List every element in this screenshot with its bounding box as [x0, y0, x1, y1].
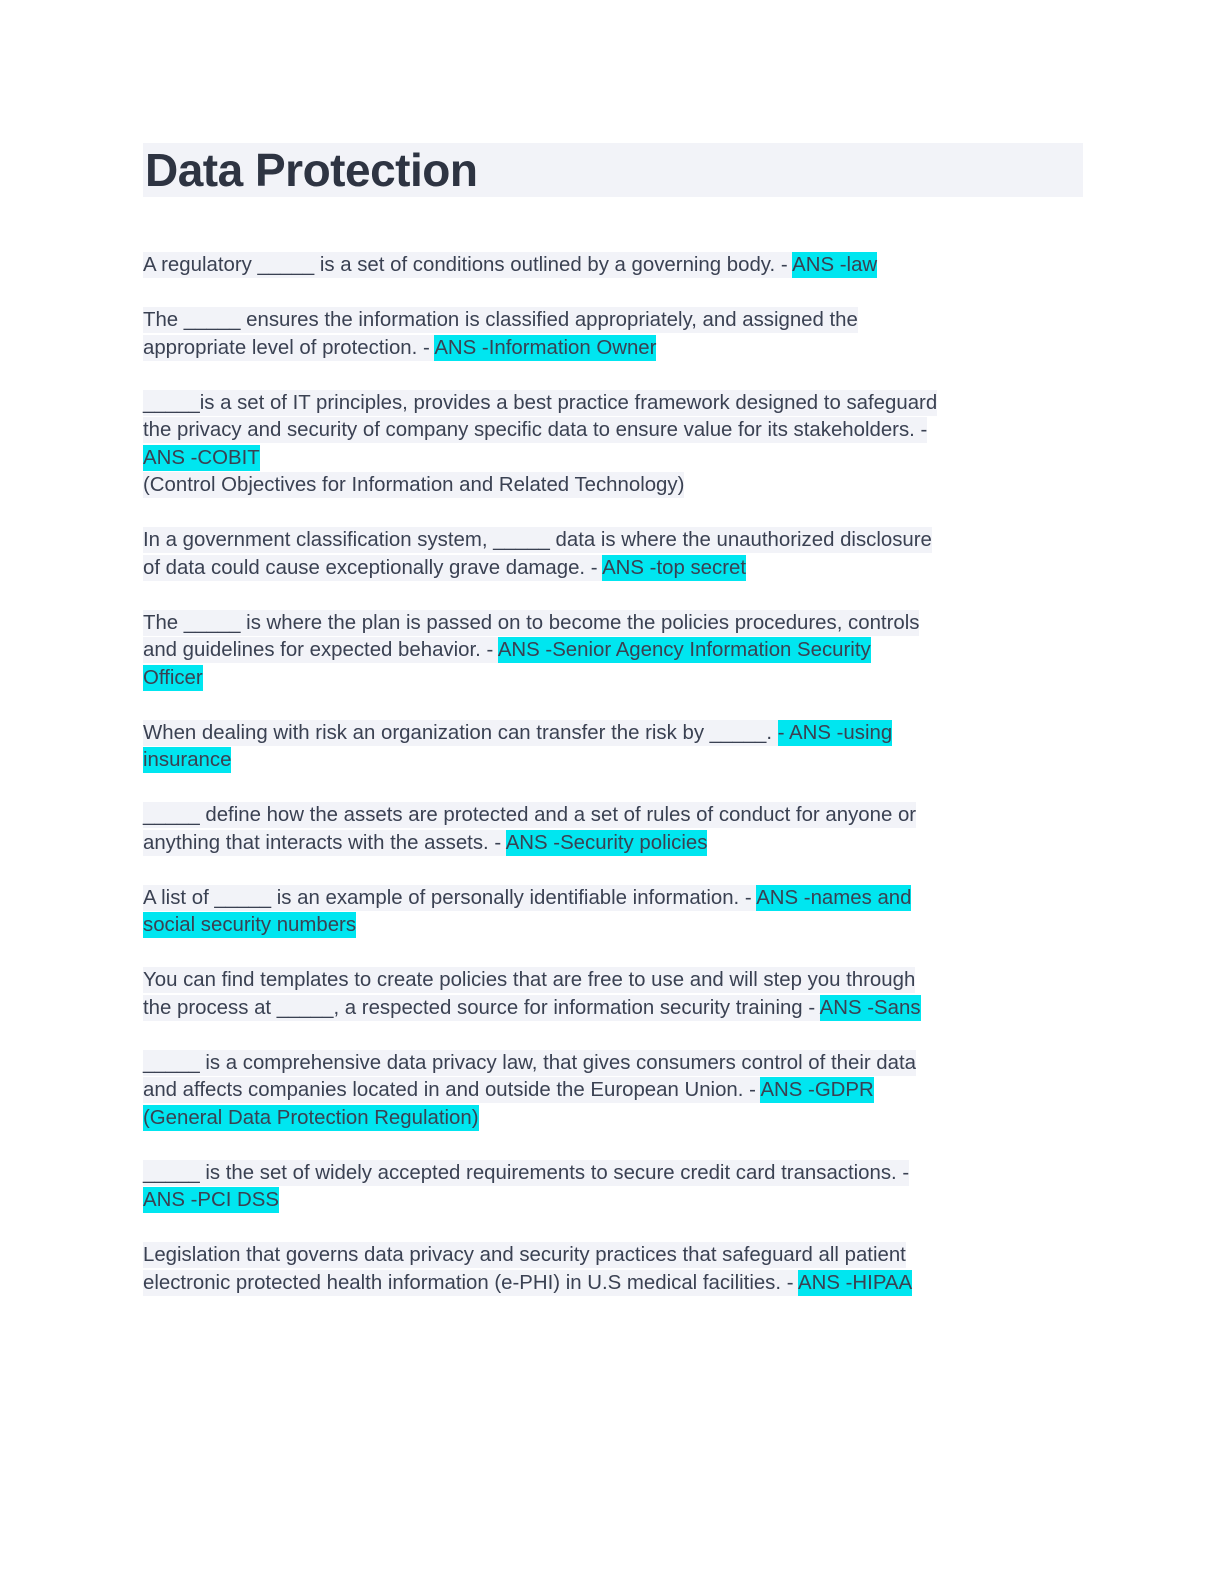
question-text: _____ is the set of widely accepted requirements to secure credit card transactions. -: [143, 1161, 910, 1184]
answer-highlight: ANS -Senior Agency Information Security: [497, 639, 871, 661]
question-text: The _____ is where the plan is passed on to become the policies procedures, controls: [143, 611, 920, 634]
document-page: [143, 143, 1083, 1325]
question-text: the privacy and security of company specific data to ensure value for its stakeholders. -: [143, 419, 928, 441]
text-line: [143, 445, 1083, 473]
question-text: the process at _____, a respected source for information security training -: [143, 996, 820, 1019]
text-line: [143, 637, 1083, 665]
text-line: [143, 610, 1083, 638]
question-text: electronic protected health information (e-PHI) in U.S medical facilities. -: [143, 1271, 799, 1294]
text-line: [143, 472, 1083, 500]
text-line: [143, 527, 1083, 555]
qa-item: [143, 527, 1083, 582]
question-text: In a government classification system, _____ data is where the unauthorized disclosure: [143, 529, 932, 551]
qa-item: [143, 307, 1083, 362]
text-line: [143, 802, 1083, 830]
qa-item: [143, 1242, 1083, 1297]
text-line: [143, 885, 1083, 913]
answer-highlight: ANS -names and: [756, 886, 912, 909]
qa-item: [143, 610, 1083, 693]
text-line: [143, 307, 1083, 335]
answer-highlight: ANS -COBIT: [143, 446, 260, 469]
answer-highlight: ANS -top secret: [602, 556, 746, 579]
question-text: A regulatory _____ is a set of conditions outlined by a governing body. -: [143, 254, 793, 276]
question-text: anything that interacts with the assets. -: [143, 831, 506, 854]
question-text: When dealing with risk an organization can transfer the risk by _____.: [143, 721, 778, 744]
question-text: of data could cause exceptionally grave damage. -: [143, 556, 603, 579]
text-line: [143, 967, 1083, 995]
text-line: [143, 1050, 1083, 1078]
answer-highlight: ANS -law: [792, 254, 878, 276]
text-line: [143, 912, 1083, 940]
answer-highlight: - ANS -using: [777, 721, 893, 744]
question-text: (Control Objectives for Information and Related Technology): [143, 474, 685, 496]
text-line: [143, 390, 1083, 418]
text-line: [143, 1105, 1083, 1133]
answer-highlight: insurance: [143, 749, 232, 771]
question-text: and affects companies located in and outside the European Union. -: [143, 1079, 761, 1101]
text-line: [143, 747, 1083, 775]
text-line: [143, 665, 1083, 693]
qa-item: [143, 1050, 1083, 1133]
question-text: appropriate level of protection. -: [143, 336, 435, 359]
question-text: _____is a set of IT principles, provides a best practice framework designed to safeguard: [143, 391, 938, 414]
qa-item: [143, 1160, 1083, 1215]
question-text: _____ is a comprehensive data privacy law, that gives consumers control of their data: [143, 1051, 916, 1074]
text-line: [143, 830, 1083, 858]
title-block: [143, 143, 1083, 197]
question-text: The _____ ensures the information is classified appropriately, and assigned the: [143, 309, 858, 331]
text-line: [143, 335, 1083, 363]
answer-highlight: ANS -Information Owner: [434, 336, 657, 359]
answer-highlight: (General Data Protection Regulation): [143, 1106, 479, 1129]
question-text: _____ define how the assets are protected and a set of rules of conduct for anyone or: [143, 804, 917, 826]
answer-highlight: ANS -Sans: [819, 996, 921, 1019]
text-line: [143, 417, 1083, 445]
question-text: Legislation that governs data privacy and security practices that safeguard all patient: [143, 1244, 906, 1266]
answer-highlight: ANS -PCI DSS: [143, 1189, 279, 1211]
text-line: [143, 995, 1083, 1023]
qa-item: [143, 802, 1083, 857]
text-line: [143, 1077, 1083, 1105]
answer-highlight: ANS -HIPAA: [798, 1271, 913, 1294]
document-body: [143, 252, 1083, 1297]
text-line: [143, 1242, 1083, 1270]
text-line: [143, 1187, 1083, 1215]
text-line: [143, 1270, 1083, 1298]
question-text: You can find templates to create policies that are free to use and will step you through: [143, 969, 916, 991]
page-title: Data Protection: [145, 144, 478, 196]
text-line: [143, 720, 1083, 748]
qa-item: [143, 967, 1083, 1022]
text-line: [143, 1160, 1083, 1188]
qa-item: [143, 720, 1083, 775]
text-line: [143, 252, 1083, 280]
qa-item: [143, 390, 1083, 500]
question-text: A list of _____ is an example of personally identifiable information. -: [143, 886, 757, 909]
answer-highlight: Officer: [143, 666, 203, 689]
question-text: and guidelines for expected behavior. -: [143, 639, 498, 661]
text-line: [143, 555, 1083, 583]
qa-item: [143, 885, 1083, 940]
answer-highlight: ANS -GDPR: [760, 1079, 874, 1101]
qa-item: [143, 252, 1083, 280]
answer-highlight: social security numbers: [143, 914, 357, 936]
answer-highlight: ANS -Security policies: [505, 831, 708, 854]
